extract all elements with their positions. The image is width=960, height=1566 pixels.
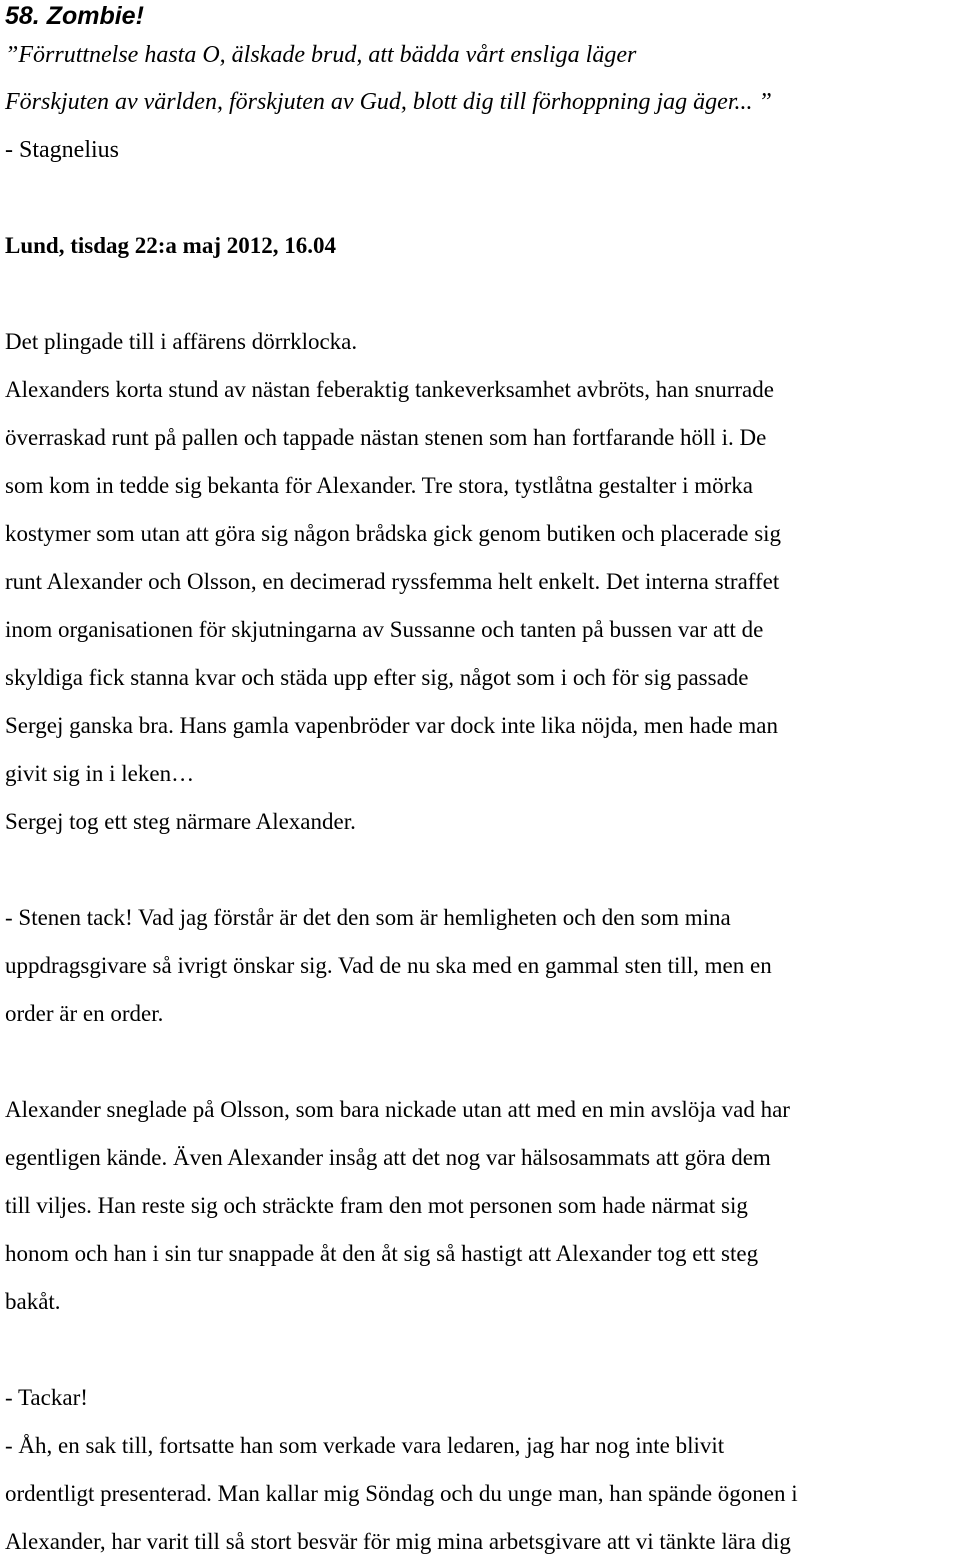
body-line: - Åh, en sak till, fortsatte han som verkade vara ledaren, jag har nog inte blivit	[5, 1433, 725, 1458]
chapter-title: 58. Zombie!	[5, 2, 144, 30]
body-line: Alexander, har varit till så stort besvär för mig mina arbetsgivare att vi tänkte lära dig	[5, 1529, 791, 1554]
body-line: egentligen kände. Även Alexander insåg att det nog var hälsosammats att göra dem	[5, 1145, 771, 1170]
body-line: ordentligt presenterad. Man kallar mig Söndag och du unge man, han spände ögonen i	[5, 1481, 798, 1506]
body-line: skyldiga fick stanna kvar och städa upp efter sig, något som i och för sig passade	[5, 665, 749, 690]
body-line: som kom in tedde sig bekanta för Alexander. Tre stora, tystlåtna gestalter i mörka	[5, 473, 753, 498]
document-page	[5, 0, 955, 1566]
body-line: till viljes. Han reste sig och sträckte fram den mot personen som hade närmat sig	[5, 1193, 748, 1218]
body-line: överraskad runt på pallen och tappade nästan stenen som han fortfarande höll i. De	[5, 425, 767, 450]
epigraph-line-2: Förskjuten av världen, förskjuten av Gud, blott dig till förhoppning jag äger... ”	[5, 89, 772, 115]
body-line: runt Alexander och Olsson, en decimerad ryssfemma helt enkelt. Det interna straffet	[5, 569, 780, 594]
body-line: Sergej ganska bra. Hans gamla vapenbröder var dock inte lika nöjda, men hade man	[5, 713, 779, 738]
dateline: Lund, tisdag 22:a maj 2012, 16.04	[5, 233, 336, 258]
body-line: kostymer som utan att göra sig någon brådska gick genom butiken och placerade sig	[5, 521, 782, 546]
blank-line	[5, 270, 955, 318]
body-line: - Stenen tack! Vad jag förstår är det den som är hemligheten och den som mina	[5, 905, 731, 930]
body-text	[5, 318, 955, 1566]
body-line: honom och han i sin tur snappade åt den åt sig så hastigt att Alexander tog ett steg	[5, 1241, 759, 1266]
body-line: - Tackar!	[5, 1385, 88, 1410]
blank-line	[5, 846, 955, 894]
body-line: Alexanders korta stund av nästan feberaktig tankeverksamhet avbröts, han snurrade	[5, 377, 774, 402]
body-line: Det plingade till i affärens dörrklocka.	[5, 329, 358, 354]
epigraph-line-1: ”Förruttnelse hasta O, älskade brud, att bädda vårt ensliga läger	[5, 42, 637, 68]
blank-line	[5, 1038, 955, 1086]
body-line: Sergej tog ett steg närmare Alexander.	[5, 809, 356, 834]
epigraph-author: - Stagnelius	[5, 137, 119, 163]
body-line: givit sig in i leken…	[5, 761, 195, 786]
body-line: inom organisationen för skjutningarna av Sussanne och tanten på bussen var att de	[5, 617, 764, 642]
body-line: uppdragsgivare så ivrigt önskar sig. Vad de nu ska med en gammal sten till, men en	[5, 953, 772, 978]
body-line: order är en order.	[5, 1001, 164, 1026]
body-line: bakåt.	[5, 1289, 61, 1314]
blank-line	[5, 174, 955, 222]
body-line: Alexander sneglade på Olsson, som bara nickade utan att med en min avslöja vad har	[5, 1097, 790, 1122]
blank-line	[5, 1326, 955, 1374]
